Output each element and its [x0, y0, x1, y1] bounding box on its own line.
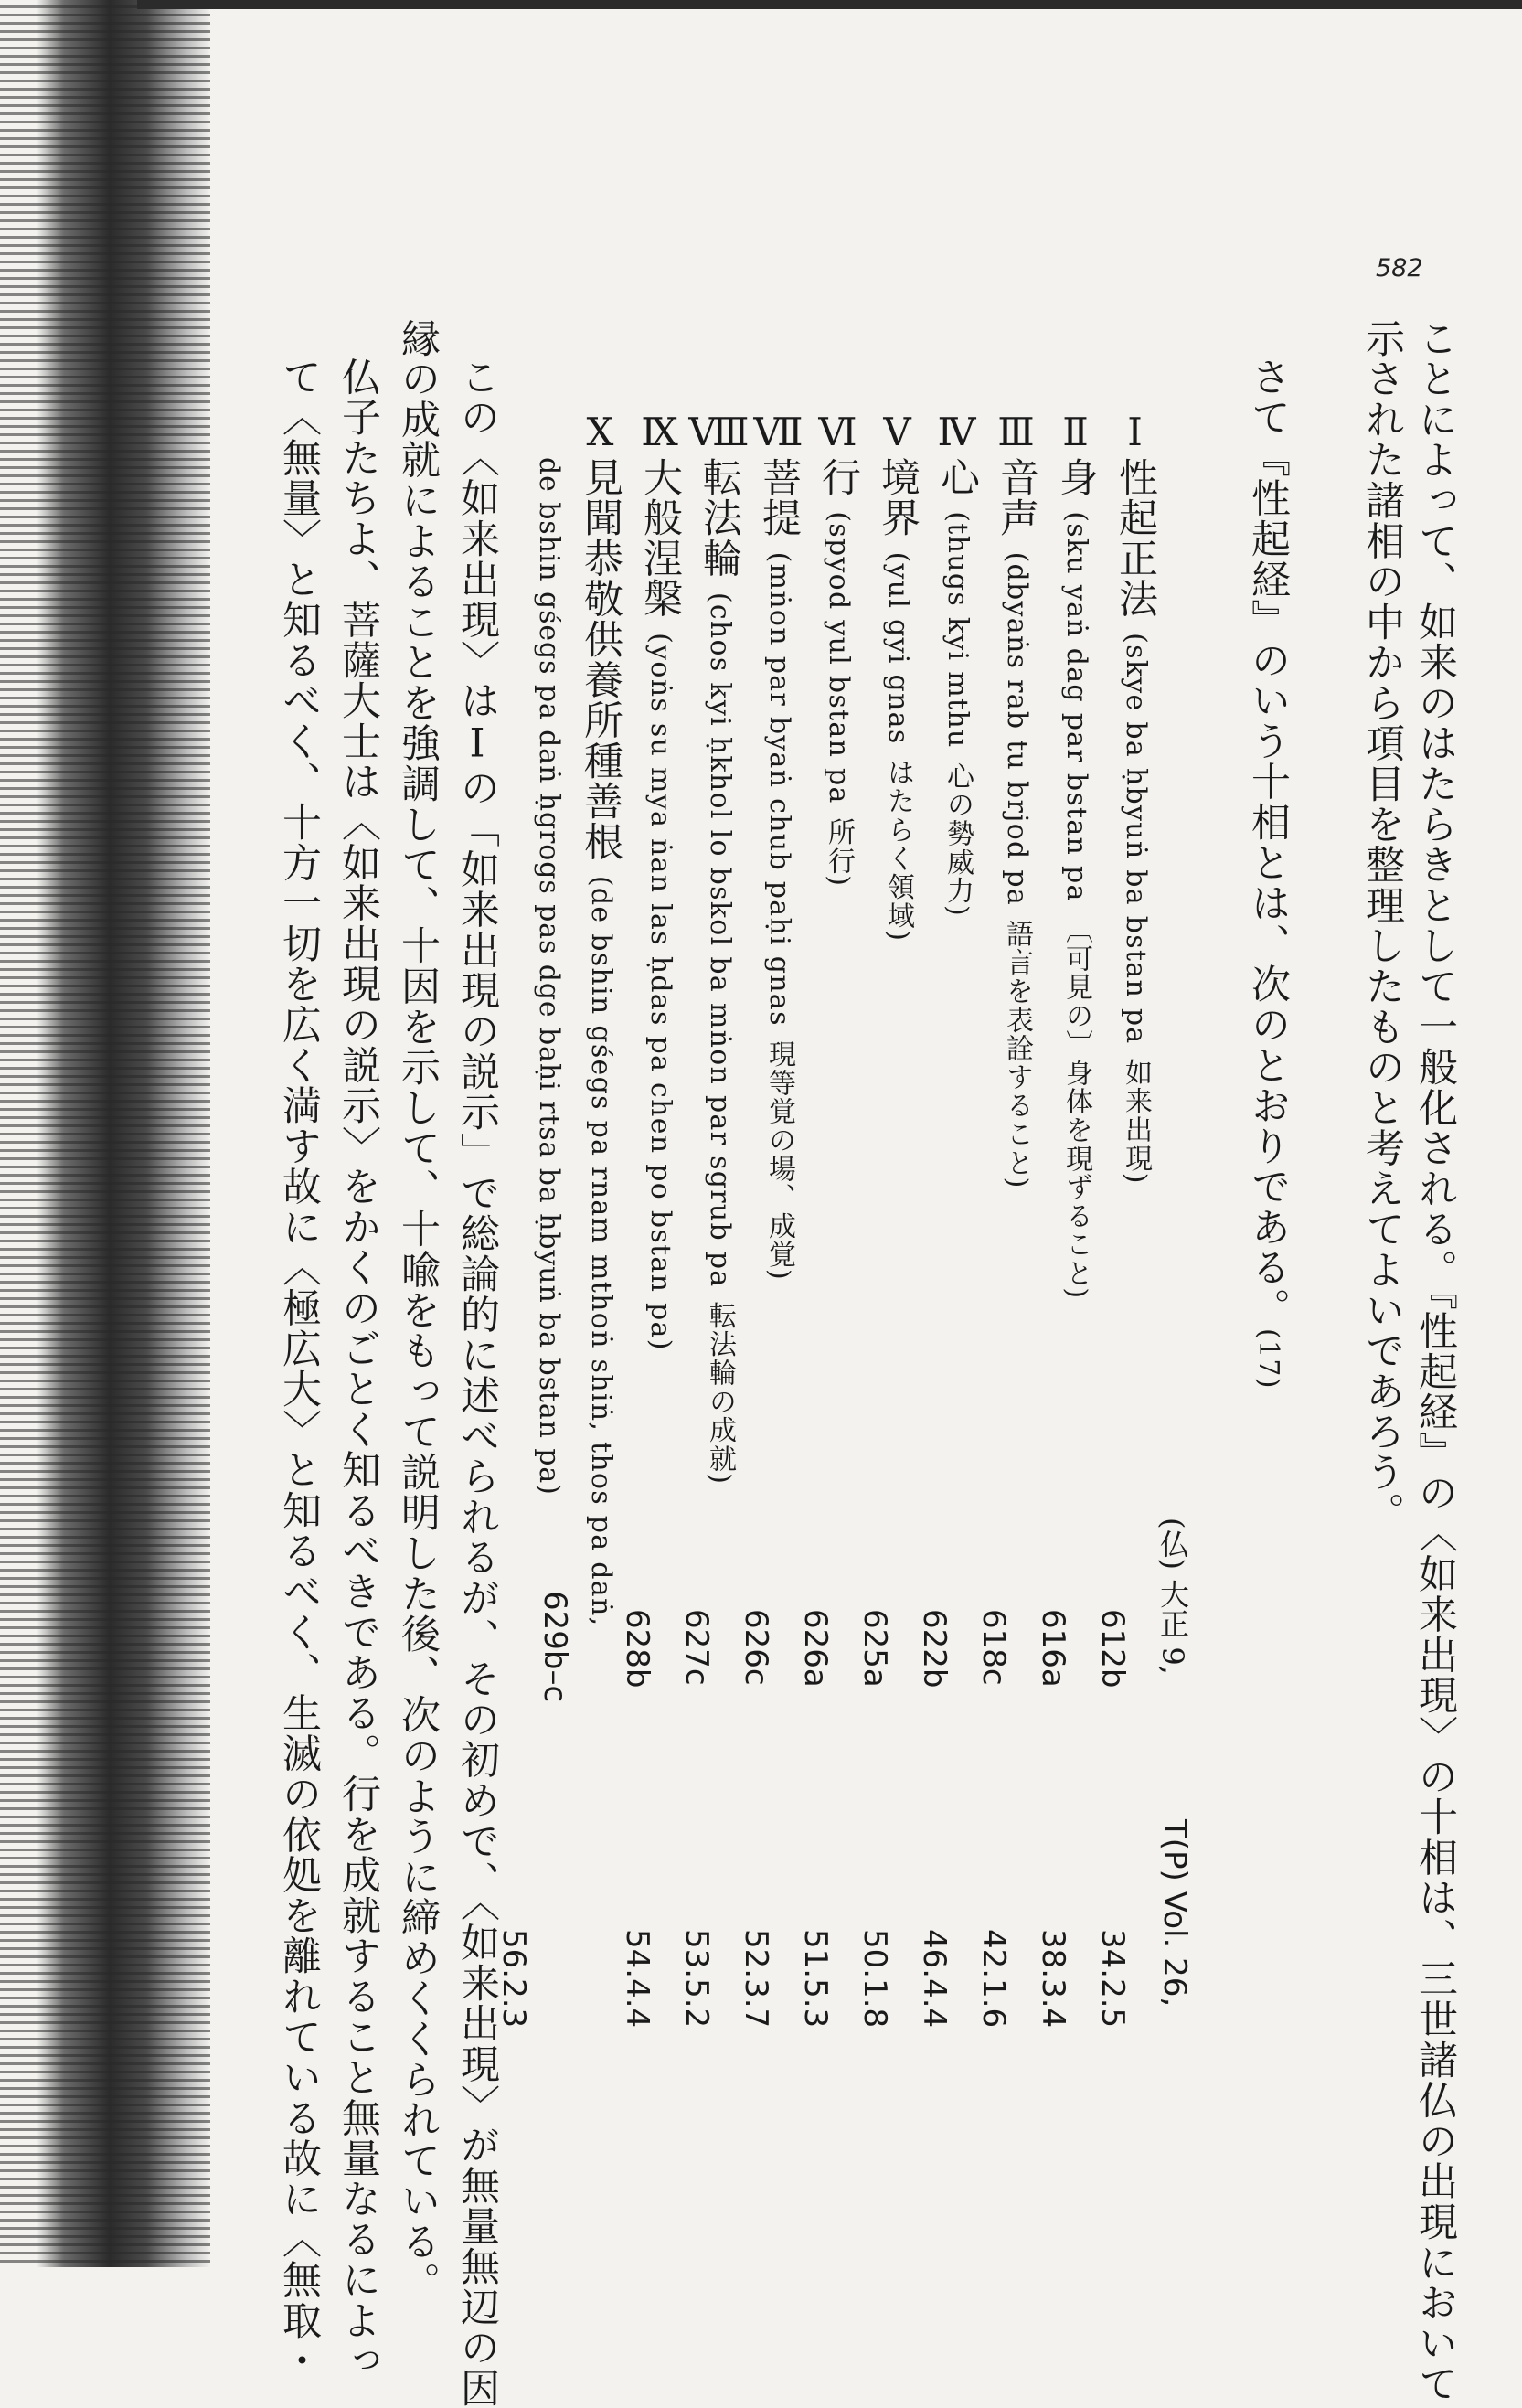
item-tp: 53.5.2 — [678, 1929, 715, 2029]
item-tp: 54.4.4 — [619, 1929, 655, 2029]
item-tp: 42.1.6 — [975, 1929, 1012, 2029]
item-tp: 50.1.8 — [857, 1929, 893, 2029]
item-ref: 628b — [619, 1609, 655, 1689]
top-edge-line — [137, 0, 1522, 9]
item-ref: 616a — [1035, 1609, 1071, 1688]
note-ref: (17) — [1252, 1327, 1284, 1390]
item-number: Ⅳ — [934, 410, 979, 456]
para1-line2: 示された諸相の中から項目を整理したものと考えてよいであろう。 — [1359, 318, 1405, 1533]
page-number: 582 — [1376, 254, 1423, 282]
para2-text: さて『性起経』のいう十相とは、次のとおりである。 — [1245, 357, 1291, 1328]
item-label: 境界 (yul gyi gnas はたらく領域) — [875, 457, 921, 943]
para3-line3: 仏子たちよ、菩薩大士は〈如来出現の説示〉をかくのごとく知るべきである。行を成就すること無量なるによっ — [335, 357, 381, 2381]
item-ref: 612b — [1094, 1609, 1131, 1689]
item-tp: 52.3.7 — [738, 1929, 774, 2029]
item-label: 身 (sku yaṅ dag par bstan pa 〔可見の〕身体を現ずること) — [1053, 457, 1099, 1300]
para1-line1: ことによって、如来のはたらきとして一般化される。『性起経』の〈如来出現〉の十相は、三世諸仏の出現において — [1412, 318, 1458, 2404]
item-ref: 626a — [797, 1609, 834, 1688]
item-tp: 34.2.5 — [1094, 1929, 1131, 2029]
header-tp: T(P) Vol. 26, — [1156, 1819, 1193, 2008]
item-number: Ⅴ — [875, 410, 920, 456]
item-ref: 618c — [975, 1609, 1012, 1686]
item-tp: 38.3.4 — [1035, 1929, 1071, 2029]
header-taisho: (仏) 大正 9, — [1155, 1518, 1190, 1675]
item-number: Ⅱ — [1053, 410, 1098, 456]
para3-line4: て〈無量〉と知るべく、十方一切を広く満す故に〈極広大〉と知るべく、生滅の依処を離れている故に〈無取・ — [276, 357, 322, 2381]
item-number: Ⅷ — [697, 410, 741, 456]
item-ref: 626c — [738, 1609, 774, 1686]
item-number: Ⅹ — [578, 410, 623, 456]
item-label: 音声 (dbyaṅs rab tu brjod pa 語言を表詮すること) — [994, 457, 1039, 1189]
item-number: Ⅲ — [994, 410, 1038, 456]
item-label: 性起正法 (skye ba ḥbyuṅ ba bstan pa 如来出現) — [1112, 457, 1158, 1185]
item-ref: 627c — [678, 1609, 715, 1686]
item-ref: 625a — [857, 1609, 893, 1688]
item-ref: 622b — [916, 1609, 953, 1689]
item-number: Ⅶ — [756, 410, 801, 456]
para3-line1: この〈如来出現〉はⅠの「如来出現の説示」で総論的に述べられるが、その初めで、〈如来出現〉が無量無辺の因 — [454, 357, 500, 2408]
item-ref: 629b–c — [537, 1591, 573, 1703]
item-tp: 46.4.4 — [916, 1929, 953, 2029]
item-label: 菩提 (mṅon par byaṅ chub paḥi gnas 現等覚の場、成覚) — [756, 457, 802, 1282]
item10-continuation: de bshin gśegs pa daṅ ḥgrogs pas dge baḥi rtsa ba ḥbyuṅ ba bstan pa) — [533, 457, 565, 1496]
item-number: Ⅵ — [815, 410, 860, 456]
para3-line2: 縁の成就によることを強調して、十因を示して、十喩をもって説明した後、次のように締めくくられている。 — [395, 318, 441, 2303]
para2-line — [1245, 357, 1291, 1390]
item-label: 転法輪 (chos kyi ḥkhol lo bskol ba mṅon par sgrub pa 転法輪の成就) — [697, 457, 742, 1486]
item-number: Ⅸ — [637, 410, 682, 456]
book-binding-shadow — [0, 0, 210, 2267]
item-tp: 51.5.3 — [797, 1929, 834, 2029]
item-label: 行 (spyod yul bstan pa 所行) — [815, 457, 861, 888]
item-label: 見聞恭敬供養所種善根 (de bshin gśegs pa rnam mthoṅ shiṅ, thos pa daṅ, — [578, 457, 623, 1627]
item-label: 心 (thugs kyi mthu 心の勢威力) — [934, 457, 980, 917]
item-number: Ⅰ — [1112, 410, 1157, 456]
item-tp: 56.2.3 — [495, 1929, 532, 2029]
item-label: 大般涅槃 (yoṅs su mya ṅan las ḥdas pa chen po bstan pa) — [637, 457, 683, 1351]
